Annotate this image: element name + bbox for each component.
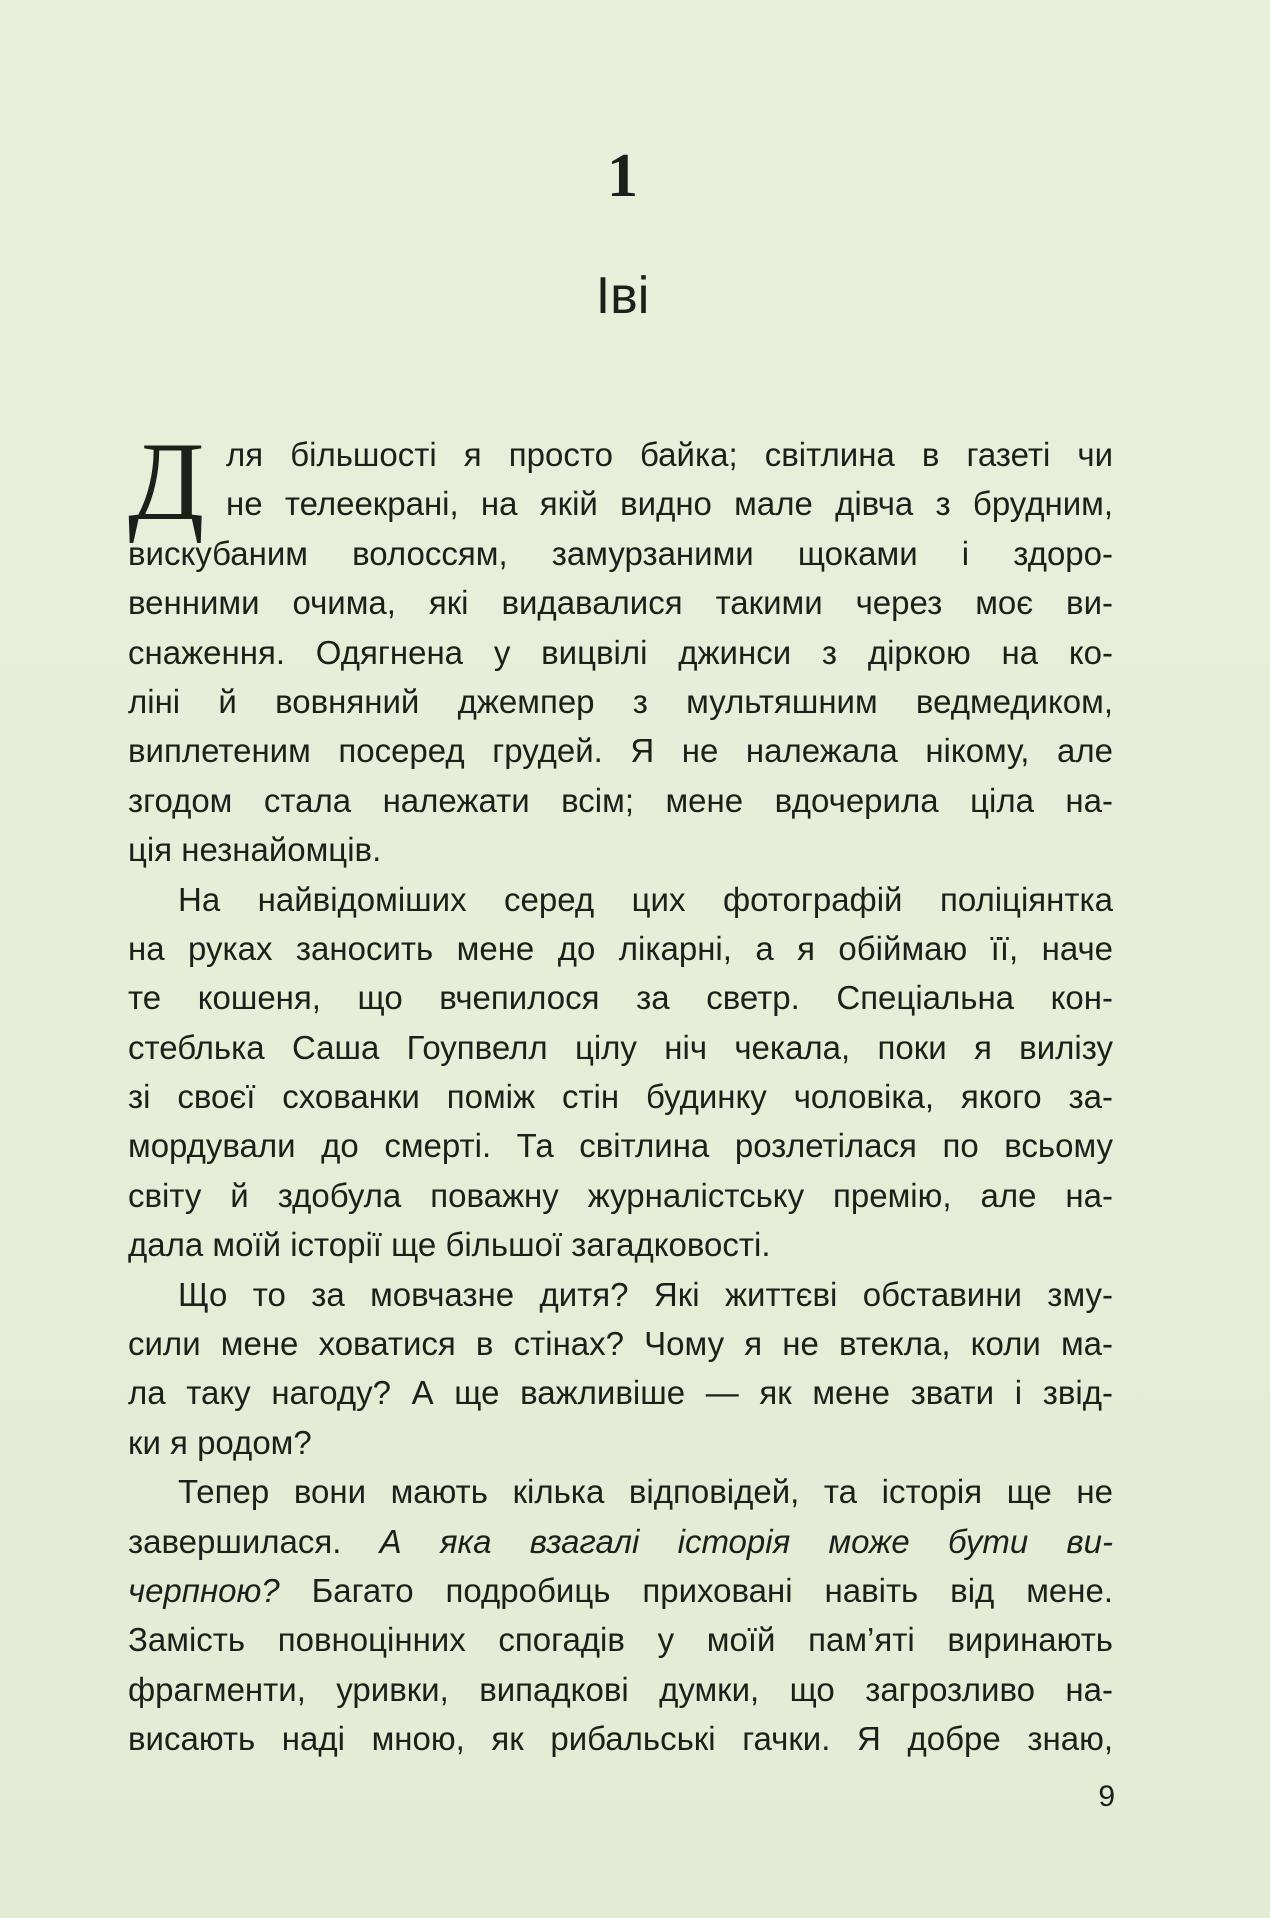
- text-line: Тепер вони мають кілька відповідей, та історія ще не: [178, 1473, 1113, 1511]
- text-line: мордували до смерті. Та світлина розлетілася по всьому: [128, 1127, 1113, 1165]
- text-line: сили мене ховатися в стінах? Чому я не втекла, коли ма-: [128, 1325, 1113, 1363]
- text-line: не телеекрані, на якій видно мале дівча з брудним,: [226, 485, 1113, 523]
- chapter-body: [128, 420, 1114, 1764]
- chapter-number: 1: [607, 142, 638, 210]
- text-line: ліні й вовняний джемпер з мультяшним ведмедиком,: [128, 682, 1113, 720]
- text-line: [128, 1566, 1113, 1615]
- text-line: Що то за мовчазне дитя? Які життєві обставини зму-: [178, 1275, 1113, 1313]
- text-line: світу й здобула поважну журналістську премію, але на-: [128, 1176, 1113, 1214]
- text-line: стеблька Саша Гоупвелл цілу ніч чекала, поки я вилізу: [128, 1028, 1113, 1066]
- text-segment: завершилася.: [128, 1522, 342, 1560]
- italic-text: черпною?: [128, 1571, 280, 1609]
- text-line: ла таку нагоду? А ще важливіше — як мене звати і звід-: [128, 1374, 1113, 1412]
- drop-cap: Д: [128, 420, 205, 544]
- italic-text: А яка взагалі історія може бути ви-: [379, 1522, 1114, 1560]
- text-line: на руках заносить мене до лікарні, а я обіймаю її, наче: [128, 929, 1113, 967]
- text-line: ля більшості я просто байка; світлина в газеті чи: [226, 436, 1113, 473]
- text-line: висають наді мною, як рибальські гачки. Я добре знаю,: [128, 1720, 1113, 1758]
- chapter-title: Іві: [595, 267, 650, 325]
- page-number: 9: [1098, 1780, 1115, 1813]
- text-line: те кошеня, що вчепилося за светр. Спеціальна кон-: [128, 979, 1113, 1017]
- text-line: дала моїй історії ще більшої загадковості.: [128, 1226, 771, 1264]
- text-line: згодом стала належати всім; мене вдочерила ціла на-: [128, 781, 1113, 819]
- text-line: снаження. Одягнена у вицвілі джинси з діркою на ко-: [128, 633, 1113, 671]
- text-line: ція незнайомців.: [128, 831, 382, 869]
- text-line: фрагменти, уривки, випадкові думки, що загрозливо на-: [128, 1670, 1113, 1708]
- text-line: вискубаним волоссям, замурзаними щоками і здоро-: [128, 534, 1113, 572]
- text-line: виплетеним посеред грудей. Я не належала нікому, але: [128, 732, 1113, 770]
- text-segment: Багато подробиць приховані навіть від мене.: [311, 1571, 1114, 1609]
- text-line: ки я родом?: [128, 1423, 312, 1461]
- text-line: Замість повноцінних спогадів у моїй пам’яті виринають: [128, 1621, 1113, 1659]
- text-line: На найвідоміших серед цих фотографій поліціянтка: [178, 880, 1113, 918]
- text-line: венними очима, які видавалися такими через моє ви-: [128, 584, 1113, 622]
- text-line: [128, 1517, 1113, 1566]
- text-line: зі своєї схованки поміж стін будинку чоловіка, якого за-: [128, 1078, 1113, 1116]
